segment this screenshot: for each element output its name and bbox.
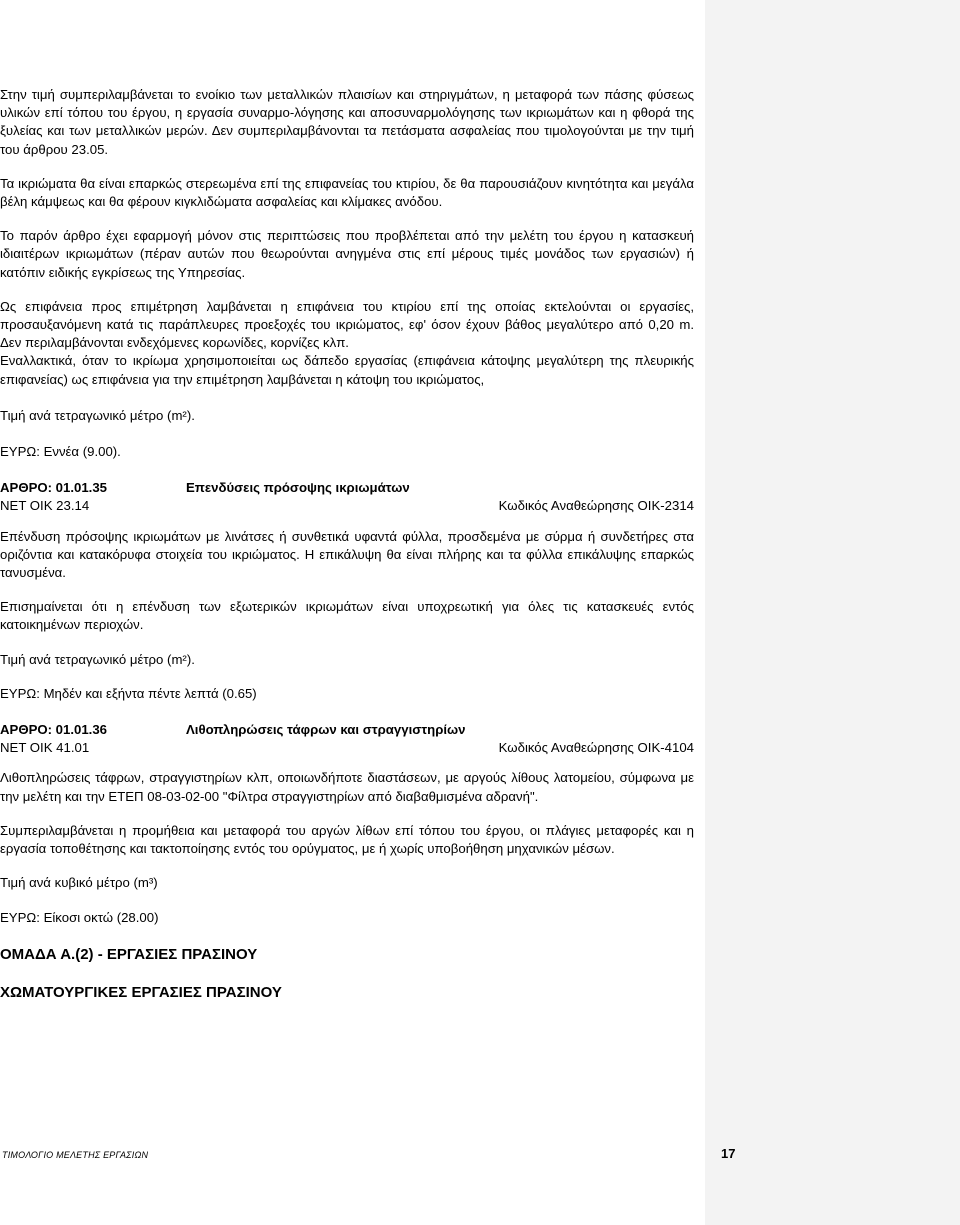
paragraph-measurement: Ως επιφάνεια προς επιμέτρηση λαμβάνεται η επιφάνεια του κτιρίου επί της οποίας εκτελούνται οι εργασίες, προσαυξανόμενη κατά τις παράπλευρες προεξοχές του ικριώματος, εφ' όσον έχουν βάθος μεγαλύτερο από 0,20 m. Δεν περιλαμβάνονται ενδεχόμενες κορωνίδες, κορνίζες κλπ.: [0, 298, 694, 351]
paragraph-scaffold-fixing: Τα ικριώματα θα είναι επαρκώς στερεωμένα επί της επιφανείας του κτιρίου, δε θα παρουσιάζουν κινητότητα και μεγάλα βέλη κάμψεως και θα φέρουν κιγκλιδώματα ασφαλείας και κλίμακες ανόδου.: [0, 175, 694, 210]
group-title: ΟΜΑΔΑ Α.(2) - ΕΡΓΑΣΙΕΣ ΠΡΑΣΙΝΟΥ: [0, 945, 258, 963]
right-margin-panel: [705, 0, 960, 1225]
article-header: [0, 479, 694, 497]
paragraph-applicability: Το παρόν άρθρο έχει εφαρμογή μόνον στις περιπτώσεις που προβλέπεται από την μελέτη του έργου η κατασκευή ιδιαιτέρων ικριωμάτων (πέραν αυτών που θεωρούνται ανηγμένα στις επί μέρους τιμές μονάδος των εργασιών) ή κατόπιν ειδικής εγκρίσεως της Υπηρεσίας.: [0, 228, 694, 280]
paragraph-rental-inclusion: Στην τιμή συμπεριλαμβάνεται το ενοίκιο των μεταλλικών πλαισίων και στηριγμάτων, η μεταφορά των πάσης φύσεως υλικών επί τόπου του έργου, η εργασία συναρμο-λόγησης και αποσυναρμολόγησης των ικριωμάτων και η φθορά της ξυλείας και των μεταλλικών μερών. Δεν συμπεριλαμβάνονται τα πετάσματα ασφαλείας που τιμολογούνται με την τιμή του άρθρου 23.05.: [0, 87, 694, 157]
article-codes: [0, 739, 694, 757]
footer-document-label: ΤΙΜΟΛΟΓΙΟ ΜΕΛΕΤΗΣ ΕΡΓΑΣΙΩΝ: [2, 1150, 149, 1160]
unit-price-label: Τιμή ανά κυβικό μέτρο (m³): [0, 875, 158, 891]
unit-price-label: Τιμή ανά τετραγωνικό μέτρο (m²).: [0, 407, 195, 423]
article-title: Λιθοπληρώσεις τάφρων και στραγγιστηρίων: [186, 722, 466, 738]
article-note: Επισημαίνεται ότι η επένδυση των εξωτερικών ικριωμάτων είναι υποχρεωτική για όλες τις κατασκευές εντός κατοικημένων περιοχών.: [0, 599, 694, 633]
revision-code: Κωδικός Αναθεώρησης ΟΙΚ-4104: [498, 740, 694, 756]
paragraph-alternative-measurement: Εναλλακτικά, όταν το ικρίωμα χρησιμοποιείται ως δάπεδο εργασίας (επιφάνεια κάτοψης μεγαλύτερη της πλευρικής επιφανείας) ως επιφάνεια για την επιμέτρηση λαμβάνεται η κάτοψη του ικριώματος,: [0, 353, 694, 387]
article-codes: [0, 497, 694, 515]
page-number: 17: [721, 1146, 736, 1161]
article-description: Λιθοπληρώσεις τάφρων, στραγγιστηρίων κλπ, οποιωνδήποτε διαστάσεων, με αργούς λίθους λατομείου, σύμφωνα με την μελέτη και την ΕΤΕΠ 08-03-02-00 "Φίλτρα στραγγιστηρίων από διαβαθμισμένα αδρανή".: [0, 770, 694, 804]
article-title: Επενδύσεις πρόσοψης ικριωμάτων: [186, 480, 410, 496]
unit-price-label: Τιμή ανά τετραγωνικό μέτρο (m²).: [0, 651, 195, 667]
price-text: ΕΥΡΩ: Είκοσι οκτώ (28.00): [0, 909, 159, 925]
article-number: ΑΡΘΡΟ: 01.01.36: [0, 722, 108, 738]
price-text: ΕΥΡΩ: Μηδέν και εξήντα πέντε λεπτά (0.65): [0, 685, 257, 701]
article-header: [0, 721, 694, 739]
revision-code: Κωδικός Αναθεώρησης ΟΙΚ-2314: [498, 498, 694, 514]
article-description: Επένδυση πρόσοψης ικριωμάτων με λινάτσες ή συνθετικά υφαντά φύλλα, προσδεμένα με σύρμα ή συνδετήρες στα οριζόντια και κατακόρυφα στοιχεία του ικριώματος. Η επικάλυψη θα είναι πλήρης και τα φύλλα επικάλυψης επαρκώς τανυσμένα.: [0, 528, 694, 581]
document-body: [0, 86, 694, 1003]
section-title: ΧΩΜΑΤΟΥΡΓΙΚΕΣ ΕΡΓΑΣΙΕΣ ΠΡΑΣΙΝΟΥ: [0, 983, 282, 1001]
net-code: ΝΕΤ ΟΙΚ 41.01: [0, 740, 90, 756]
article-note: Συμπεριλαμβάνεται η προμήθεια και μεταφορά του αργών λίθων επί τόπου του έργου, οι πλάγιες μεταφορές και η εργασία τοποθέτησης και τακτοποίησης εντός του ορύγματος, με ή χωρίς υποβοήθηση μηχανικών μέσων.: [0, 822, 694, 857]
price-text: ΕΥΡΩ: Εννέα (9.00).: [0, 444, 121, 460]
article-number: ΑΡΘΡΟ: 01.01.35: [0, 480, 108, 496]
net-code: ΝΕΤ ΟΙΚ 23.14: [0, 498, 90, 514]
